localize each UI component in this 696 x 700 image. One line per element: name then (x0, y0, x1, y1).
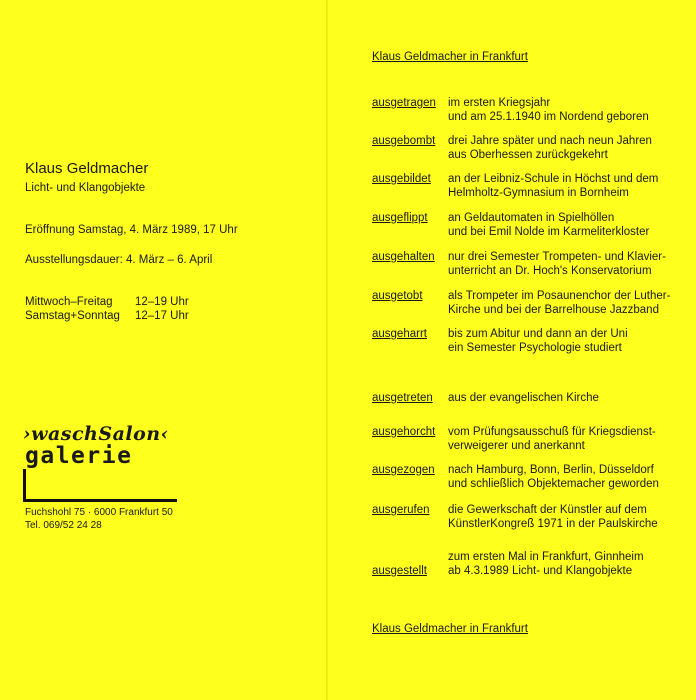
entry-text-line: unterricht an Dr. Hoch's Konservatorium (448, 265, 652, 277)
hours-days: Mittwoch–Freitag (25, 296, 113, 308)
logo-bracket-icon (23, 469, 177, 502)
entry-text-line: Helmholtz-Gymnasium in Bornheim (448, 187, 629, 199)
gallery-logo-top: ›waschSalon‹ (23, 423, 169, 445)
entry-keyword: ausgebildet (372, 173, 431, 185)
gallery-phone: Tel. 069/52 24 28 (25, 520, 102, 531)
entry-text-line: als Trompeter im Posaunenchor der Luther- (448, 290, 671, 302)
entry-text-line: an der Leibniz-Schule in Höchst und dem (448, 173, 659, 185)
entry-text-line: an Geldautomaten in Spielhöllen (448, 212, 615, 224)
opening-date: Eröffnung Samstag, 4. März 1989, 17 Uhr (25, 224, 238, 236)
gallery-address: Fuchshohl 75 · 6000 Frankfurt 50 (25, 507, 173, 518)
page-fold (326, 0, 328, 700)
entry-keyword: ausgetobt (372, 290, 423, 302)
entry-keyword: ausgebombt (372, 135, 436, 147)
entry-text-line: drei Jahre später und nach neun Jahren (448, 135, 652, 147)
gallery-logo-bottom: galerie (25, 443, 133, 469)
biography-footer: Klaus Geldmacher in Frankfurt (372, 623, 528, 635)
entry-text-line: und am 25.1.1940 im Nordend geboren (448, 111, 649, 123)
hours-days: Samstag+Sonntag (25, 310, 120, 322)
biography-heading: Klaus Geldmacher in Frankfurt (372, 51, 528, 63)
entry-keyword: ausgestellt (372, 565, 427, 577)
exhibition-subtitle: Licht- und Klangobjekte (25, 182, 146, 194)
entry-text-line: zum ersten Mal in Frankfurt, Ginnheim (448, 551, 644, 563)
exhibition-duration: Ausstellungsdauer: 4. März – 6. April (25, 254, 213, 266)
entry-text-line: aus der evangelischen Kirche (448, 392, 599, 404)
entry-keyword: ausgezogen (372, 464, 435, 476)
entry-keyword: ausgetreten (372, 392, 433, 404)
entry-text-line: verweigerer und anerkannt (448, 440, 585, 452)
entry-keyword: ausgeharrt (372, 328, 427, 340)
entry-text-line: Kirche und bei der Barrelhouse Jazzband (448, 304, 659, 316)
hours-time: 12–17 Uhr (135, 310, 189, 322)
entry-text-line: und bei Emil Nolde im Karmeliterkloster (448, 226, 650, 238)
entry-text-line: ein Semester Psychologie studiert (448, 342, 622, 354)
entry-text-line: die Gewerkschaft der Künstler auf dem (448, 504, 647, 516)
opening-hours (25, 295, 189, 323)
entry-text-line: nach Hamburg, Bonn, Berlin, Düsseldorf (448, 464, 654, 476)
entry-keyword: ausgerufen (372, 504, 430, 516)
hours-row (25, 309, 189, 323)
entry-keyword: ausgehalten (372, 251, 435, 263)
entry-keyword: ausgehorcht (372, 426, 436, 438)
entry-text-line: vom Prüfungsausschuß für Kriegsdienst- (448, 426, 656, 438)
entry-text-line: und schließlich Objektemacher geworden (448, 478, 659, 490)
entry-text-line: aus Oberhessen zurückgekehrt (448, 149, 608, 161)
entry-text-line: ab 4.3.1989 Licht- und Klangobjekte (448, 565, 633, 577)
hours-row (25, 295, 189, 309)
entry-text-line: bis zum Abitur und dann an der Uni (448, 328, 628, 340)
entry-keyword: ausgeflippt (372, 212, 428, 224)
entry-text-line: im ersten Kriegsjahr (448, 97, 551, 109)
entry-text-line: KünstlerKongreß 1971 in der Paulskirche (448, 518, 658, 530)
entry-keyword: ausgetragen (372, 97, 436, 109)
entry-text-line: nur drei Semester Trompeten- und Klavier- (448, 251, 666, 263)
artist-name: Klaus Geldmacher (25, 160, 149, 177)
hours-time: 12–19 Uhr (135, 296, 189, 308)
